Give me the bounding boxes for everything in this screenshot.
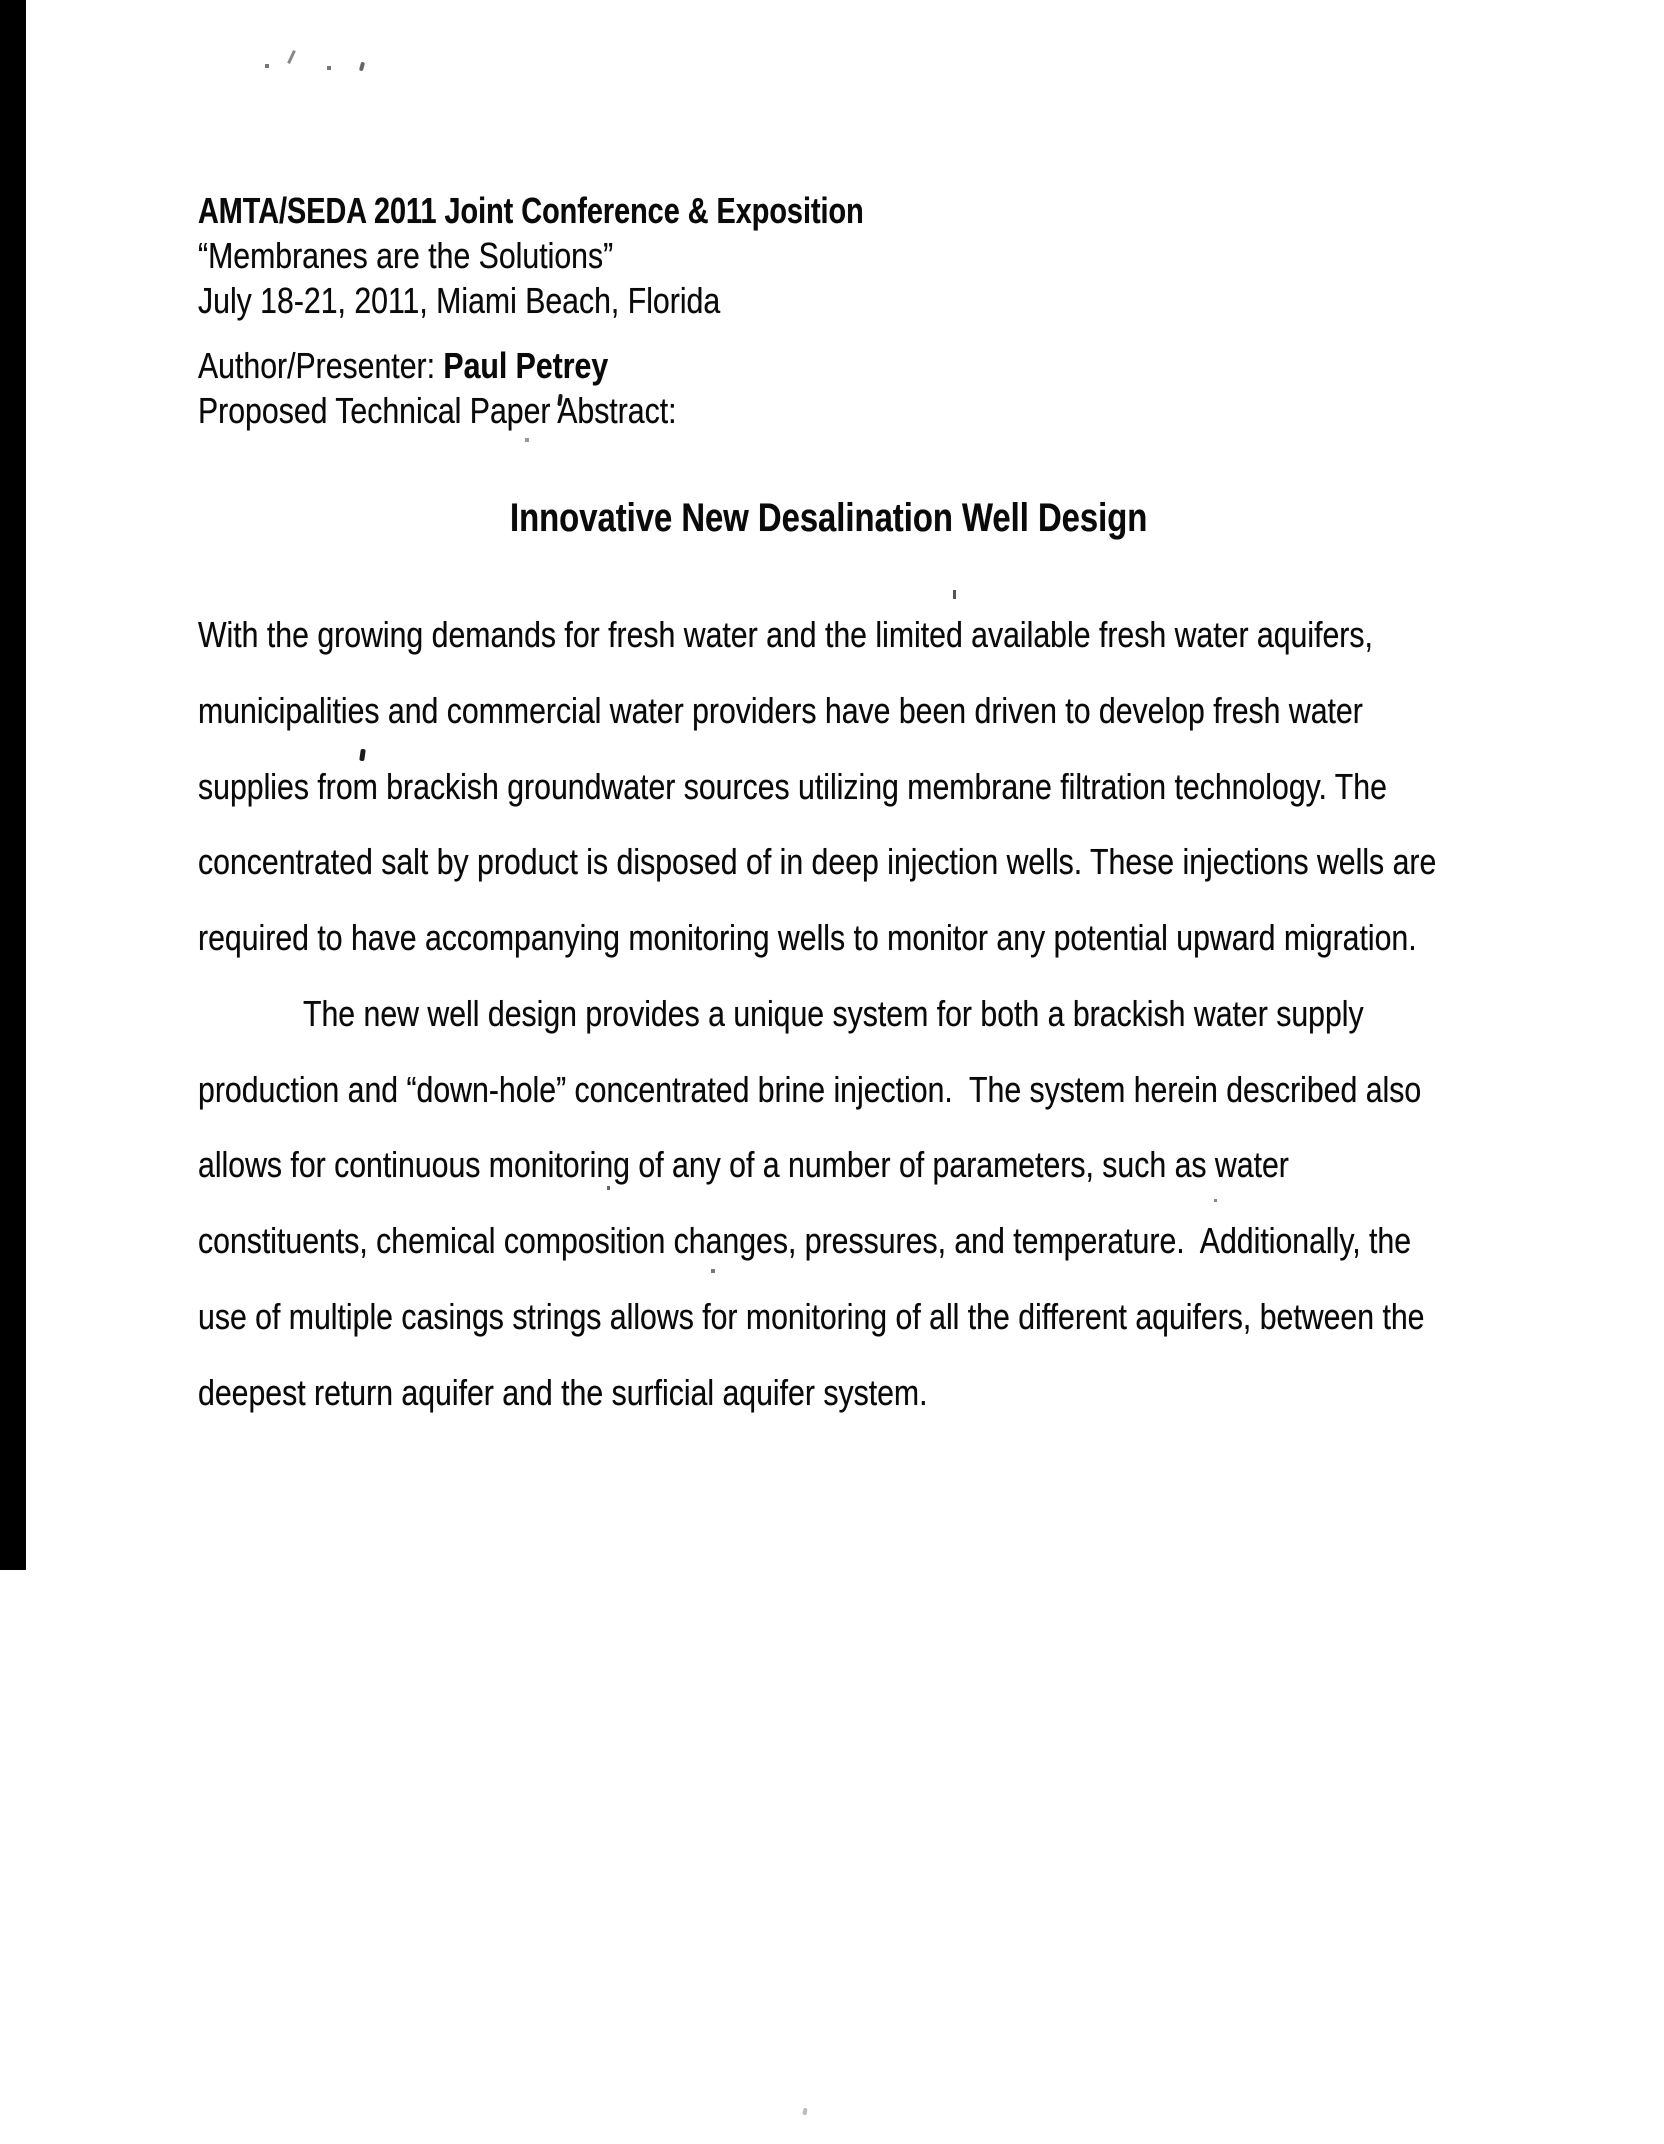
author-label: Author/Presenter:: [198, 345, 444, 386]
conference-tagline: “Membranes are the Solutions”: [198, 235, 614, 276]
abstract-label: Proposed Technical Paper Abstract:: [198, 390, 677, 431]
scan-speck: [359, 62, 365, 72]
abstract-text-line: concentrated salt by product is disposed of in deep injection wells. These injections wells are: [198, 841, 1437, 882]
paper-title: Innovative New Desalination Well Design: [510, 496, 1148, 540]
abstract-text-line: required to have accompanying monitoring wells to monitor any potential upward migration.: [198, 917, 1417, 958]
scan-speck: [525, 438, 529, 442]
abstract-text-line: constituents, chemical composition changes, pressures, and temperature. Additionally, the: [198, 1220, 1412, 1261]
scan-speck: [359, 749, 366, 762]
conference-name: AMTA/SEDA 2011 Joint Conference & Exposition: [198, 190, 864, 231]
author-line: [198, 345, 609, 386]
abstract-text-line: municipalities and commercial water providers have been driven to develop fresh water: [198, 690, 1363, 731]
abstract-text-line: deepest return aquifer and the surficial aquifer system.: [198, 1372, 928, 1413]
scan-speck: [287, 50, 296, 64]
abstract-text-line: allows for continuous monitoring of any of a number of parameters, such as water: [198, 1144, 1289, 1185]
conference-date-location: July 18-21, 2011, Miami Beach, Florida: [198, 280, 721, 321]
abstract-text-line: use of multiple casings strings allows for monitoring of all the different aquifers, between the: [198, 1296, 1425, 1337]
scan-speck: [711, 1269, 715, 1273]
scanner-edge-artifact: [0, 0, 26, 1570]
abstract-text-line: production and “down-hole” concentrated brine injection. The system herein described also: [198, 1069, 1422, 1110]
scan-speck: [607, 1186, 610, 1190]
scan-speck: [1214, 1199, 1217, 1202]
author-name: Paul Petrey: [443, 345, 609, 386]
scan-speck: [327, 66, 331, 70]
abstract-text-line: supplies from brackish groundwater sources utilizing membrane filtration technology. The: [198, 766, 1387, 807]
scan-speck: [265, 64, 269, 68]
scan-speck: [953, 590, 956, 599]
abstract-text-line: The new well design provides a unique system for both a brackish water supply: [303, 993, 1364, 1034]
abstract-text-line: With the growing demands for fresh water and the limited available fresh water aquifers,: [198, 614, 1373, 655]
scan-speck: [802, 2108, 807, 2116]
